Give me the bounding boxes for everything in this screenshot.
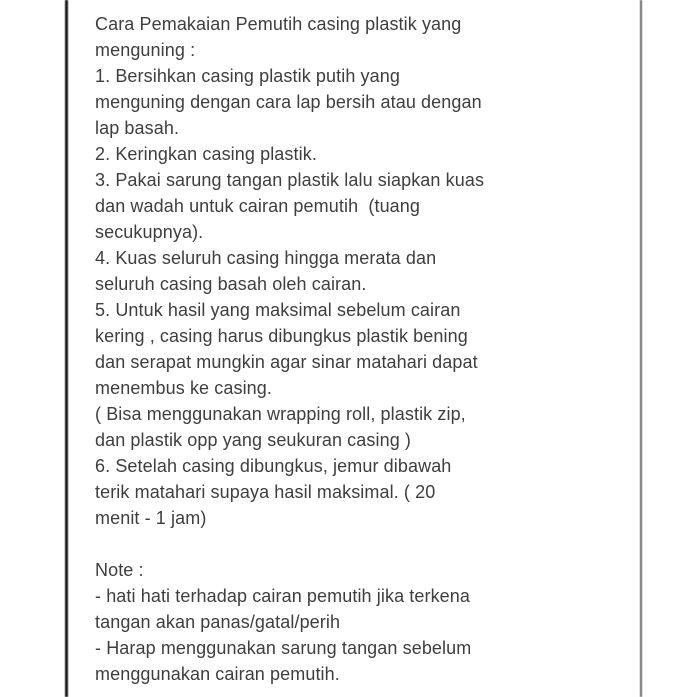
text-line: tangan akan panas/gatal/perih — [95, 612, 341, 632]
left-border-rule — [65, 0, 68, 697]
text-line: lap basah. — [95, 118, 180, 138]
text-line: kering , casing harus dibungkus plastik bening — [95, 326, 468, 346]
text-line: - Harap menggunakan sarung tangan sebelum — [95, 638, 472, 658]
right-border-rule — [640, 0, 642, 697]
text-line: secukupnya). — [95, 222, 204, 242]
text-line — [95, 531, 565, 557]
text-line: 2. Keringkan casing plastik. — [95, 144, 317, 164]
description-text-block — [95, 11, 565, 687]
text-line: menit - 1 jam) — [95, 508, 207, 528]
text-line: 4. Kuas seluruh casing hingga merata dan — [95, 248, 437, 268]
text-line: ( Bisa menggunakan wrapping roll, plastik zip, — [95, 404, 466, 424]
text-line: terik matahari supaya hasil maksimal. ( 20 — [95, 482, 436, 502]
text-line: menembus ke casing. — [95, 378, 272, 398]
text-line: menguning dengan cara lap bersih atau dengan — [95, 92, 482, 112]
text-line: seluruh casing basah oleh cairan. — [95, 274, 367, 294]
text-line: dan serapat mungkin agar sinar matahari dapat — [95, 352, 478, 372]
text-line: - hati hati terhadap cairan pemutih jika terkena — [95, 586, 471, 606]
text-line: 1. Bersihkan casing plastik putih yang — [95, 66, 400, 86]
text-line: dan wadah untuk cairan pemutih (tuang — [95, 196, 421, 216]
text-line: Note : — [95, 560, 144, 580]
text-line: menguning : — [95, 40, 196, 60]
text-line: 6. Setelah casing dibungkus, jemur dibawah — [95, 456, 452, 476]
text-line: 5. Untuk hasil yang maksimal sebelum cairan — [95, 300, 461, 320]
text-line: menggunakan cairan pemutih. — [95, 664, 340, 684]
text-line: Cara Pemakaian Pemutih casing plastik yang — [95, 14, 462, 34]
text-line: dan plastik opp yang seukuran casing ) — [95, 430, 411, 450]
text-line: 3. Pakai sarung tangan plastik lalu siapkan kuas — [95, 170, 485, 190]
